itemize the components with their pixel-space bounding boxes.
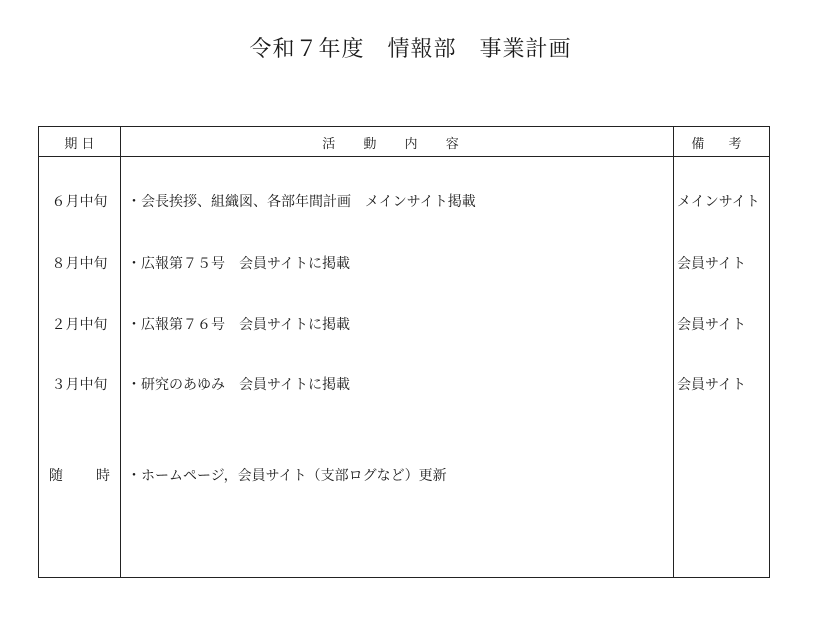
row-5-period-left: 随 [49,468,63,484]
header-divider [39,156,769,157]
column-divider-remarks [673,127,674,577]
row-5-content: ・ホームページ，会員サイト（支部ログなど）更新 [127,468,447,484]
row-1-content: ・会長挨拶、組織図、各部年間計画 メインサイト掲載 [127,194,476,210]
row-1-remarks: メインサイト [677,194,760,210]
plan-table [38,126,770,578]
row-2-period: ８月中旬 [51,256,108,272]
row-2-remarks: 会員サイト [677,256,747,272]
row-3-remarks: 会員サイト [677,317,747,333]
row-5-period-right: 時 [96,468,110,484]
column-divider-period [120,127,121,577]
row-3-content: ・広報第７６号 会員サイトに掲載 [127,317,351,333]
header-remarks: 備 考 [691,137,752,152]
row-2-content: ・広報第７５号 会員サイトに掲載 [127,256,351,272]
header-period: 期 日 [64,137,95,152]
row-4-content: ・研究のあゆみ 会員サイトに掲載 [127,377,351,393]
row-3-period: ２月中旬 [51,317,108,333]
row-1-period: ６月中旬 [51,194,108,210]
row-4-remarks: 会員サイト [677,377,747,393]
header-content: 活 動 内 容 [322,137,471,152]
document-title: 令和７年度 情報部 事業計画 [249,37,572,62]
row-4-period: ３月中旬 [51,377,108,393]
